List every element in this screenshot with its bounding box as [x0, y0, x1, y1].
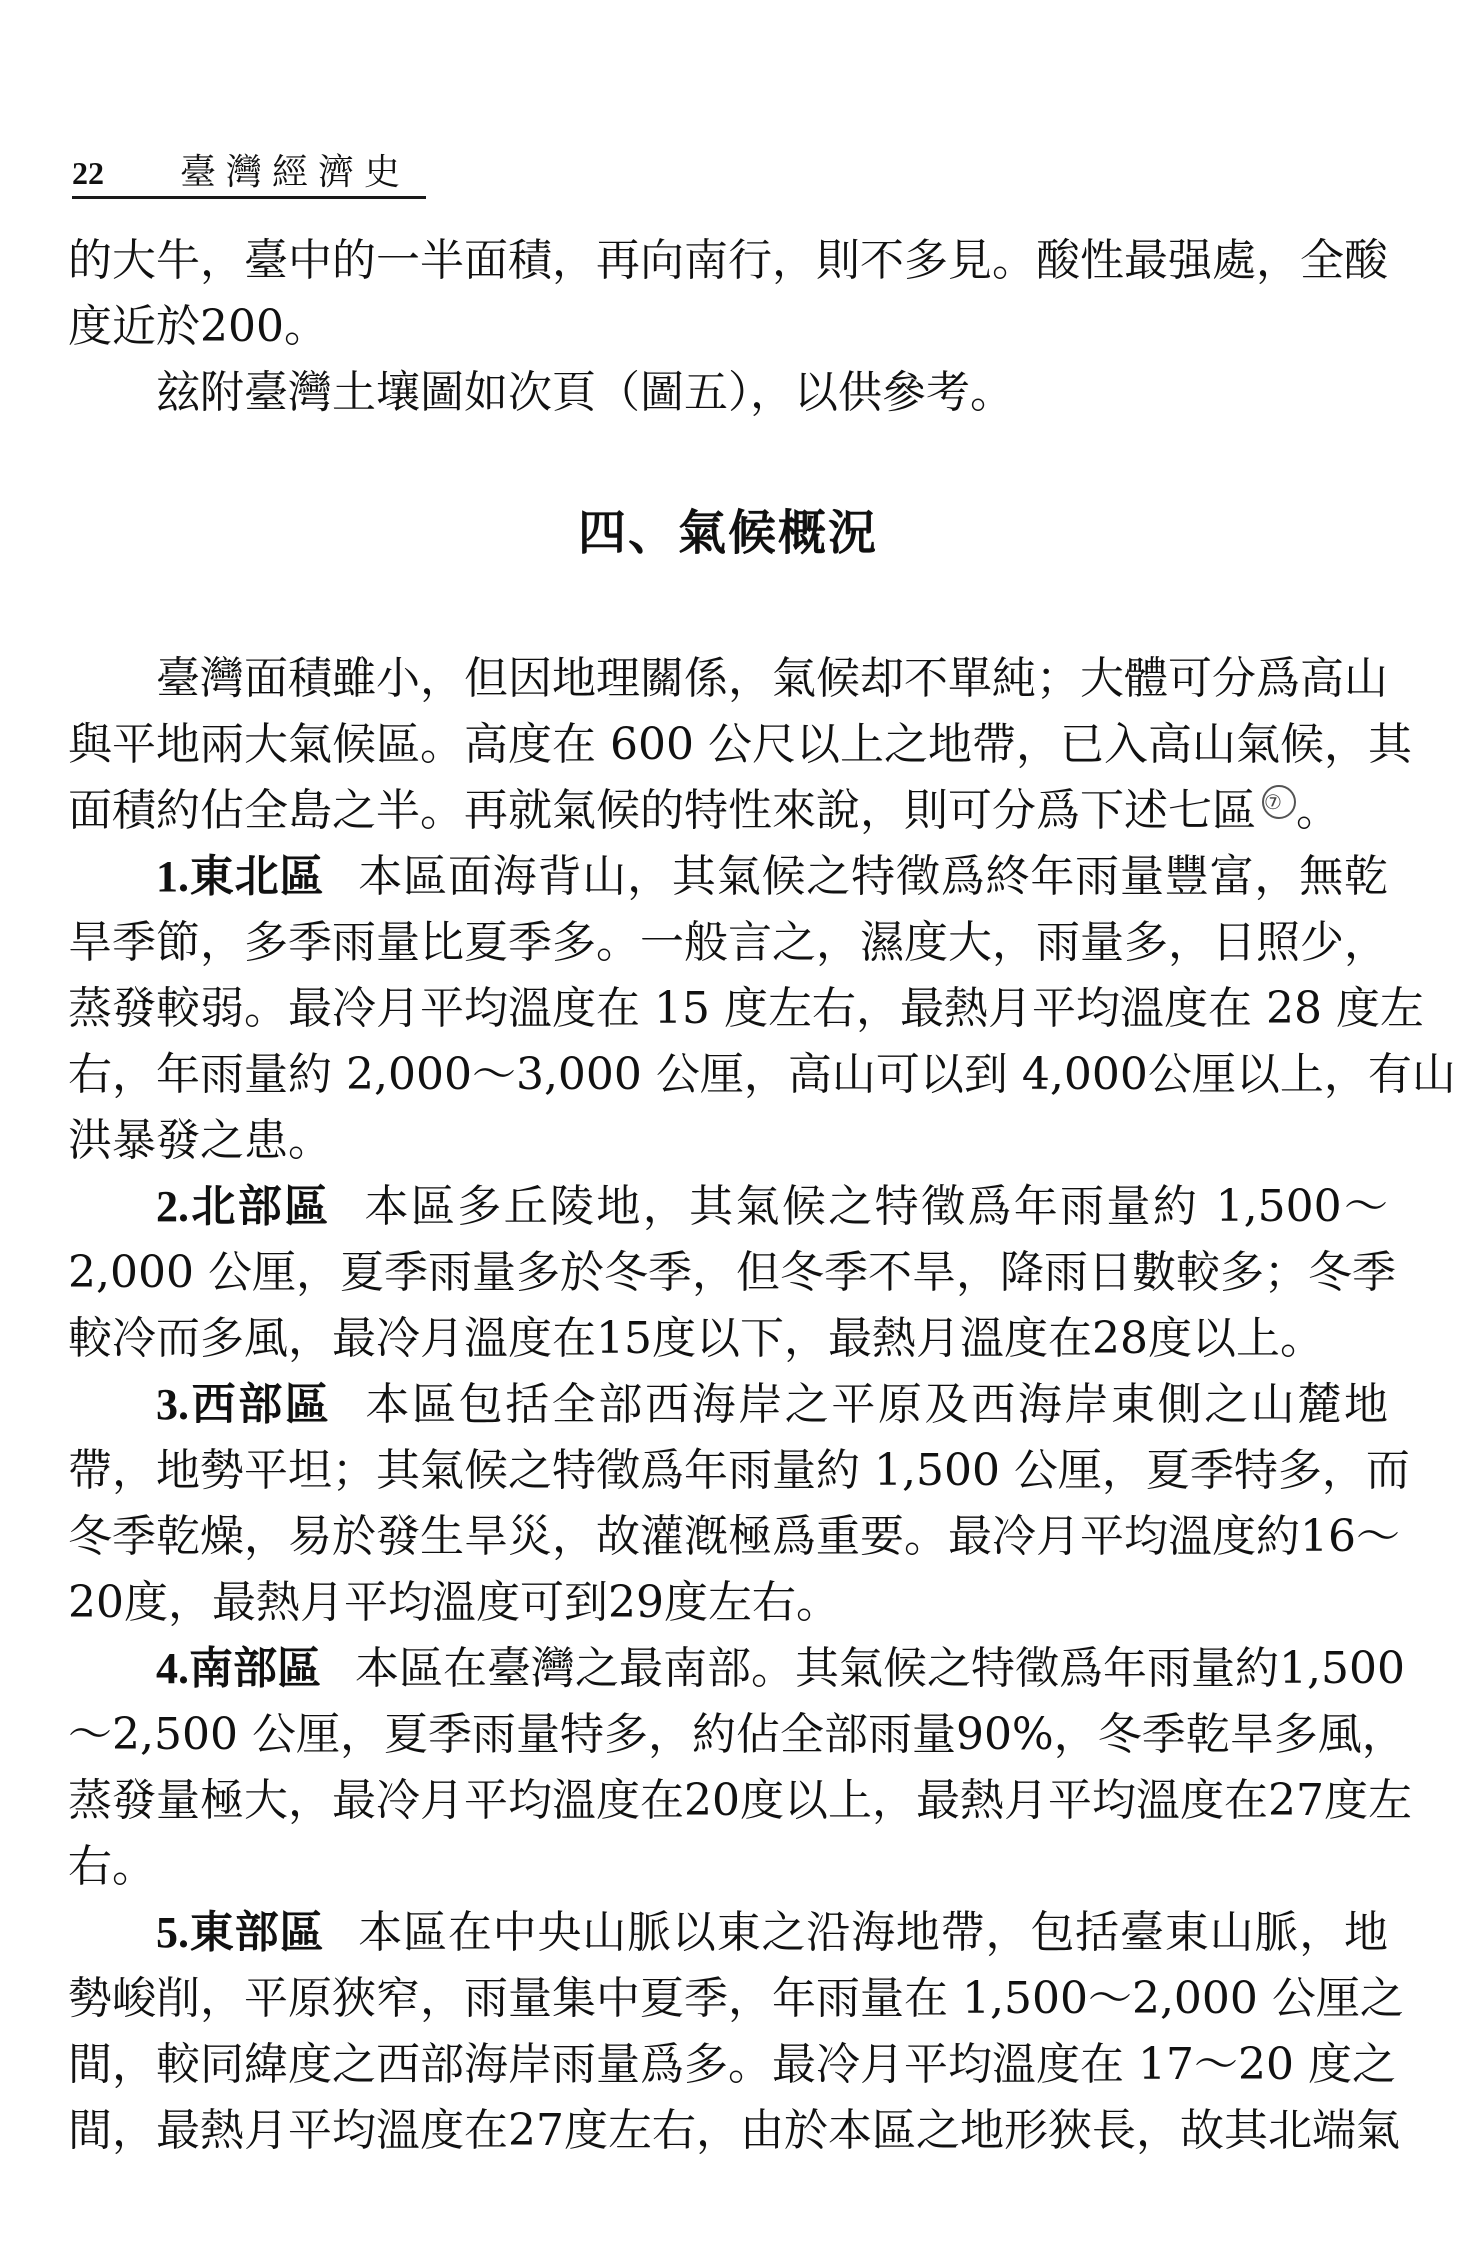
region-name: 西部區	[189, 1379, 332, 1430]
region-first-line	[68, 1174, 1388, 1240]
region-number: 3.	[156, 1380, 189, 1429]
region-name: 東北區	[189, 851, 325, 902]
region-line: 旱季節，多季雨量比夏季多。一般言之，濕度大，雨量多，日照少，	[68, 917, 1388, 968]
region-first-line	[68, 1636, 1405, 1702]
region-line: 帶，地勢平坦；其氣候之特徵爲年雨量約 1,500 公厘，夏季特多，而	[68, 1445, 1410, 1496]
region-line: 2,000 公厘，夏季雨量多於冬季，但冬季不旱，降雨日數較多；冬季	[68, 1247, 1396, 1298]
region-label	[156, 1181, 331, 1232]
region-line: ～2,500 公厘，夏季雨量特多，約佔全部雨量90%，冬季乾旱多風，	[68, 1709, 1406, 1760]
region-number: 1.	[156, 852, 189, 901]
region-text: 本區包括全部西海岸之平原及西海岸東側之山麓地	[365, 1379, 1389, 1430]
region-label	[156, 1379, 331, 1430]
region-line-last: 洪暴發之患。	[68, 1115, 332, 1166]
region-label	[156, 851, 324, 902]
region-line-last: 較冷而多風，最冷月溫度在15度以下，最熱月溫度在28度以上。	[68, 1313, 1324, 1364]
region-line: 勢峻削，平原狹窄，雨量集中夏季，年雨量在 1,500～2,000 公厘之	[68, 1973, 1404, 2024]
region-line: 右，年雨量約 2,000～3,000 公厘，高山可以到 4,000公厘以上，有山	[68, 1049, 1456, 1100]
region-text: 本區面海背山，其氣候之特徵爲終年雨量豐富，無乾	[358, 851, 1389, 902]
region-label	[156, 1907, 324, 1958]
region-first-line	[68, 1900, 1388, 1966]
overview-end: 。	[1296, 785, 1340, 836]
overview-text: 面積約佔全島之半。再就氣候的特性來說，則可分爲下述七區	[68, 785, 1256, 836]
region-line: 間，最熱月平均溫度在27度左右，由於本區之地形狹長，故其北端氣	[68, 2105, 1400, 2156]
overview-line: 與平地兩大氣候區。高度在 600 公尺以上之地帶，已入高山氣候，其	[68, 719, 1412, 770]
region-number: 2.	[156, 1182, 189, 1231]
page-number: 22	[72, 155, 104, 191]
overview-line-last	[68, 778, 1388, 844]
region-text: 本區在中央山脈以東之沿海地帶，包括臺東山脈，地	[358, 1907, 1389, 1958]
appendix-note: 玆附臺灣土壤圖如次頁（圖五），以供參考。	[156, 367, 1014, 418]
intro-line: 的大牛，臺中的一半面積，再向南行，則不多見。酸性最强處，全酸	[68, 235, 1388, 286]
region-number: 4.	[156, 1644, 189, 1693]
running-head	[72, 136, 426, 199]
region-name: 北部區	[189, 1181, 331, 1232]
footnote-ref: ⑦	[1262, 785, 1296, 819]
region-line-last: 20度，最熱月平均溫度可到29度左右。	[68, 1577, 840, 1628]
region-label	[156, 1643, 321, 1694]
section-title: 四、氣候概況	[577, 505, 878, 561]
overview-line: 臺灣面積雖小，但因地理關係，氣候却不單純；大體可分爲高山	[156, 653, 1388, 704]
region-first-line	[68, 1372, 1388, 1438]
region-line-last: 右。	[68, 1841, 156, 1892]
region-line: 間，較同緯度之西部海岸雨量爲多。最冷月平均溫度在 17～20 度之	[68, 2039, 1396, 2090]
region-name: 南部區	[189, 1643, 321, 1694]
region-line: 冬季乾燥，易於發生旱災，故灌漑極爲重要。最冷月平均溫度約16～	[68, 1511, 1400, 1562]
region-line: 蒸發較弱。最冷月平均溫度在 15 度左右，最熱月平均溫度在 28 度左	[68, 983, 1424, 1034]
region-text: 本區多丘陵地，其氣候之特徵爲年雨量約 1,500～	[364, 1181, 1389, 1232]
intro-line: 度近於200。	[68, 301, 328, 352]
region-first-line	[68, 844, 1388, 910]
region-line: 蒸發量極大，最冷月平均溫度在20度以上，最熱月平均溫度在27度左	[68, 1775, 1412, 1826]
region-text: 本區在臺灣之最南部。其氣候之特徵爲年雨量約1,500	[355, 1643, 1405, 1694]
region-number: 5.	[156, 1908, 189, 1957]
body-text	[68, 228, 1456, 2164]
region-name: 東部區	[189, 1907, 325, 1958]
book-title: 臺灣經濟史	[180, 152, 411, 193]
